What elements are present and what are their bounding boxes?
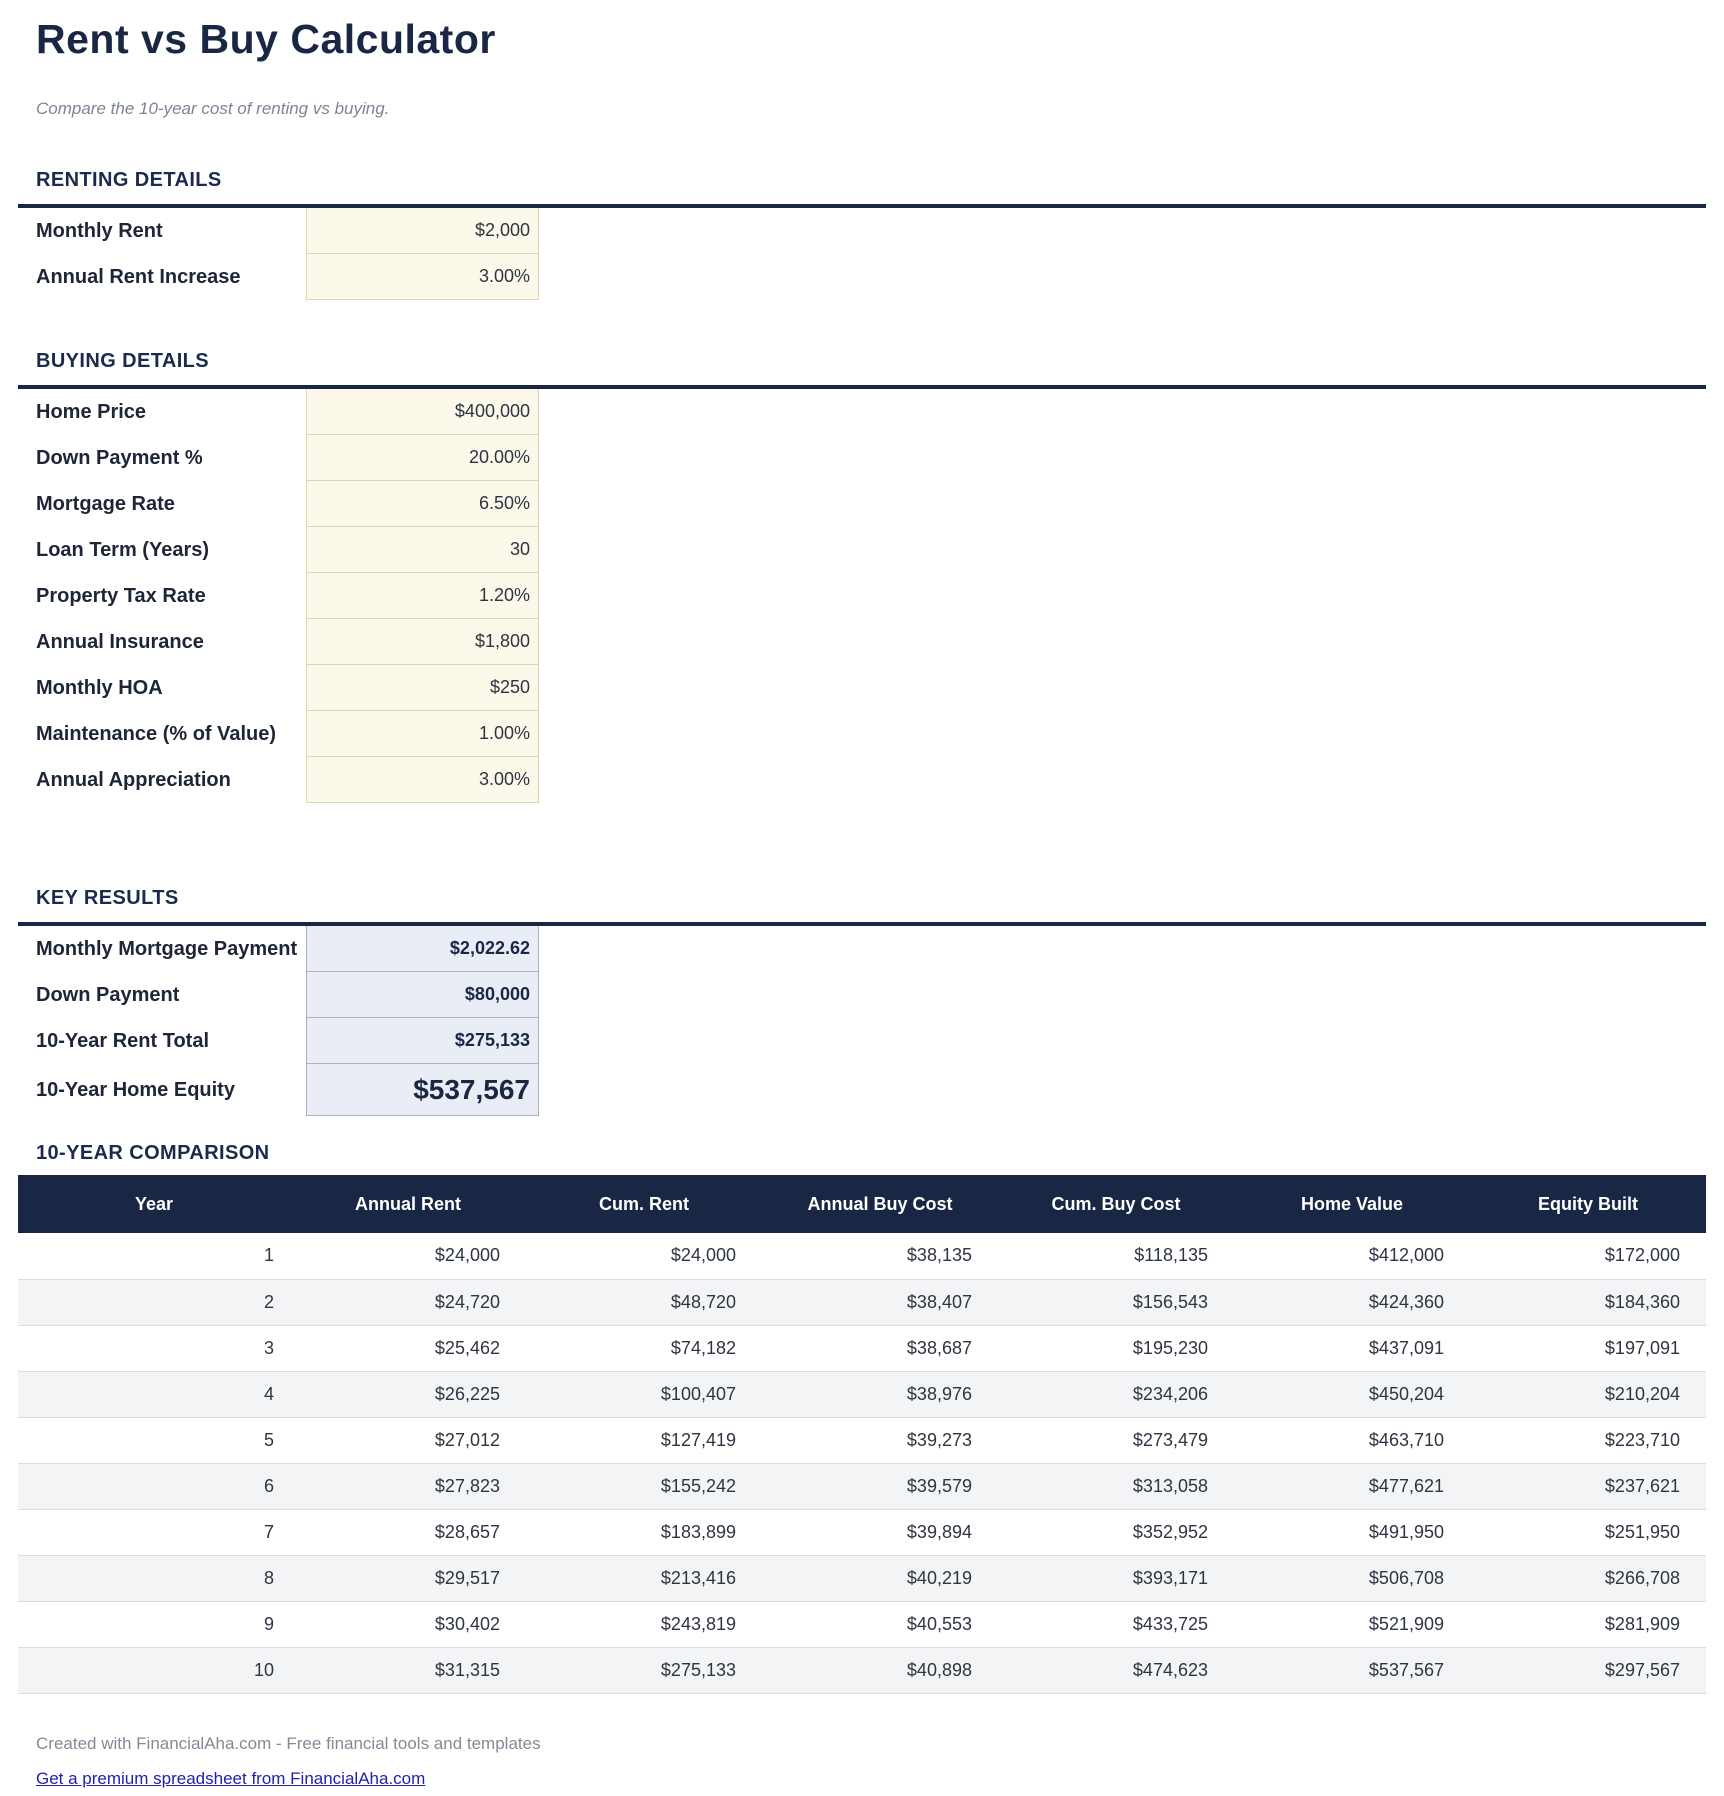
input-cell-annual-insurance[interactable]: $1,800 bbox=[306, 619, 539, 665]
cell-year-3-equity-built: $197,091 bbox=[1470, 1325, 1706, 1371]
cell-year-10-year: 10 bbox=[18, 1647, 290, 1693]
cell-year-8-home-value: $506,708 bbox=[1234, 1555, 1470, 1601]
cell-year-5-cum-buy-cost: $273,479 bbox=[998, 1417, 1234, 1463]
column-header-year: Year bbox=[18, 1175, 290, 1233]
cell-year-9-cum-buy-cost: $433,725 bbox=[998, 1601, 1234, 1647]
footer bbox=[36, 1734, 1706, 1789]
cell-year-9-annual-buy-cost: $40,553 bbox=[762, 1601, 998, 1647]
cell-year-4-year: 4 bbox=[18, 1371, 290, 1417]
input-cell-loan-term-years[interactable]: 30 bbox=[306, 527, 539, 573]
cell-year-3-cum-buy-cost: $195,230 bbox=[998, 1325, 1234, 1371]
section-heading-key-results: KEY RESULTS bbox=[36, 887, 179, 909]
comparison-table-header bbox=[18, 1175, 1706, 1233]
detail-row bbox=[18, 208, 1706, 254]
cell-year-8-cum-buy-cost: $393,171 bbox=[998, 1555, 1234, 1601]
label-monthly-rent: Monthly Rent bbox=[36, 219, 163, 242]
cell-year-8-annual-buy-cost: $40,219 bbox=[762, 1555, 998, 1601]
label-property-tax-rate: Property Tax Rate bbox=[36, 584, 206, 607]
label-10-year-rent-total: 10-Year Rent Total bbox=[36, 1029, 210, 1052]
cell-year-7-annual-buy-cost: $39,894 bbox=[762, 1509, 998, 1555]
cell-year-9-cum-rent: $243,819 bbox=[526, 1601, 762, 1647]
column-header-cum-buy-cost: Cum. Buy Cost bbox=[998, 1175, 1234, 1233]
cell-year-7-cum-rent: $183,899 bbox=[526, 1509, 762, 1555]
result-cell-10-year-home-equity: $537,567 bbox=[306, 1064, 539, 1116]
table-row-year-6 bbox=[18, 1463, 1706, 1509]
cell-year-1-equity-built: $172,000 bbox=[1470, 1233, 1706, 1279]
result-row bbox=[18, 1018, 1706, 1064]
cell-year-9-equity-built: $281,909 bbox=[1470, 1601, 1706, 1647]
cell-year-5-equity-built: $223,710 bbox=[1470, 1417, 1706, 1463]
cell-year-3-annual-buy-cost: $38,687 bbox=[762, 1325, 998, 1371]
cell-year-2-home-value: $424,360 bbox=[1234, 1279, 1470, 1325]
detail-row bbox=[18, 573, 1706, 619]
table-row-year-8 bbox=[18, 1555, 1706, 1601]
input-cell-home-price[interactable]: $400,000 bbox=[306, 389, 539, 435]
table-row-year-9 bbox=[18, 1601, 1706, 1647]
cell-year-10-home-value: $537,567 bbox=[1234, 1647, 1470, 1693]
column-header-home-value: Home Value bbox=[1234, 1175, 1470, 1233]
input-cell-property-tax-rate[interactable]: 1.20% bbox=[306, 573, 539, 619]
label-10-year-home-equity: 10-Year Home Equity bbox=[36, 1078, 235, 1101]
cell-year-7-home-value: $491,950 bbox=[1234, 1509, 1470, 1555]
cell-year-8-annual-rent: $29,517 bbox=[290, 1555, 526, 1601]
cell-year-2-annual-buy-cost: $38,407 bbox=[762, 1279, 998, 1325]
label-monthly-mortgage-payment: Monthly Mortgage Payment bbox=[36, 937, 298, 960]
cell-year-5-home-value: $463,710 bbox=[1234, 1417, 1470, 1463]
cell-year-6-annual-rent: $27,823 bbox=[290, 1463, 526, 1509]
cell-year-3-year: 3 bbox=[18, 1325, 290, 1371]
cell-year-4-annual-buy-cost: $38,976 bbox=[762, 1371, 998, 1417]
label-home-price: Home Price bbox=[36, 400, 147, 423]
section-heading-10-year-comparison: 10-YEAR COMPARISON bbox=[36, 1142, 270, 1164]
cell-year-2-cum-buy-cost: $156,543 bbox=[998, 1279, 1234, 1325]
result-row bbox=[18, 926, 1706, 972]
cell-year-4-home-value: $450,204 bbox=[1234, 1371, 1470, 1417]
table-row-year-5 bbox=[18, 1417, 1706, 1463]
table-row-year-1 bbox=[18, 1233, 1706, 1279]
input-cell-monthly-hoa[interactable]: $250 bbox=[306, 665, 539, 711]
cell-year-9-home-value: $521,909 bbox=[1234, 1601, 1470, 1647]
premium-spreadsheet-link[interactable]: Get a premium spreadsheet from FinancialAha.com bbox=[36, 1768, 426, 1788]
cell-year-5-cum-rent: $127,419 bbox=[526, 1417, 762, 1463]
result-row bbox=[18, 972, 1706, 1018]
section-heading-renting-details: RENTING DETAILS bbox=[36, 169, 222, 191]
page-subtitle: Compare the 10-year cost of renting vs buying. bbox=[36, 99, 390, 118]
footer-credit-text: Created with FinancialAha.com - Free financial tools and templates bbox=[36, 1733, 541, 1753]
label-monthly-hoa: Monthly HOA bbox=[36, 676, 163, 699]
cell-year-10-annual-buy-cost: $40,898 bbox=[762, 1647, 998, 1693]
input-cell-down-payment[interactable]: 20.00% bbox=[306, 435, 539, 481]
detail-row bbox=[18, 435, 1706, 481]
cell-year-1-cum-buy-cost: $118,135 bbox=[998, 1233, 1234, 1279]
cell-year-8-equity-built: $266,708 bbox=[1470, 1555, 1706, 1601]
cell-year-8-year: 8 bbox=[18, 1555, 290, 1601]
detail-row bbox=[18, 665, 1706, 711]
key-results-grid bbox=[18, 922, 1706, 1116]
table-row-year-3 bbox=[18, 1325, 1706, 1371]
table-row-year-4 bbox=[18, 1371, 1706, 1417]
cell-year-6-equity-built: $237,621 bbox=[1470, 1463, 1706, 1509]
cell-year-3-cum-rent: $74,182 bbox=[526, 1325, 762, 1371]
input-cell-annual-rent-increase[interactable]: 3.00% bbox=[306, 254, 539, 300]
cell-year-4-cum-rent: $100,407 bbox=[526, 1371, 762, 1417]
cell-year-1-annual-buy-cost: $38,135 bbox=[762, 1233, 998, 1279]
cell-year-6-home-value: $477,621 bbox=[1234, 1463, 1470, 1509]
cell-year-1-cum-rent: $24,000 bbox=[526, 1233, 762, 1279]
detail-row bbox=[18, 757, 1706, 803]
cell-year-3-home-value: $437,091 bbox=[1234, 1325, 1470, 1371]
label-annual-rent-increase: Annual Rent Increase bbox=[36, 265, 241, 288]
cell-year-10-annual-rent: $31,315 bbox=[290, 1647, 526, 1693]
cell-year-10-equity-built: $297,567 bbox=[1470, 1647, 1706, 1693]
cell-year-10-cum-rent: $275,133 bbox=[526, 1647, 762, 1693]
result-cell-monthly-mortgage-payment: $2,022.62 bbox=[306, 926, 539, 972]
cell-year-2-equity-built: $184,360 bbox=[1470, 1279, 1706, 1325]
cell-year-6-year: 6 bbox=[18, 1463, 290, 1509]
cell-year-2-annual-rent: $24,720 bbox=[290, 1279, 526, 1325]
input-cell-annual-appreciation[interactable]: 3.00% bbox=[306, 757, 539, 803]
cell-year-4-cum-buy-cost: $234,206 bbox=[998, 1371, 1234, 1417]
cell-year-10-cum-buy-cost: $474,623 bbox=[998, 1647, 1234, 1693]
label-annual-appreciation: Annual Appreciation bbox=[36, 768, 231, 791]
detail-row bbox=[18, 389, 1706, 435]
label-maintenance-of-value: Maintenance (% of Value) bbox=[36, 722, 277, 745]
cell-year-4-annual-rent: $26,225 bbox=[290, 1371, 526, 1417]
detail-row bbox=[18, 619, 1706, 665]
renting-details-grid bbox=[18, 204, 1706, 300]
cell-year-2-year: 2 bbox=[18, 1279, 290, 1325]
detail-row bbox=[18, 527, 1706, 573]
cell-year-8-cum-rent: $213,416 bbox=[526, 1555, 762, 1601]
column-header-annual-rent: Annual Rent bbox=[290, 1175, 526, 1233]
cell-year-7-year: 7 bbox=[18, 1509, 290, 1555]
page-title: Rent vs Buy Calculator bbox=[36, 16, 496, 62]
label-mortgage-rate: Mortgage Rate bbox=[36, 492, 175, 515]
cell-year-6-cum-buy-cost: $313,058 bbox=[998, 1463, 1234, 1509]
cell-year-5-annual-buy-cost: $39,273 bbox=[762, 1417, 998, 1463]
cell-year-9-year: 9 bbox=[18, 1601, 290, 1647]
cell-year-5-year: 5 bbox=[18, 1417, 290, 1463]
detail-row bbox=[18, 254, 1706, 300]
column-header-cum-rent: Cum. Rent bbox=[526, 1175, 762, 1233]
label-down-payment: Down Payment bbox=[36, 983, 180, 1006]
column-header-annual-buy-cost: Annual Buy Cost bbox=[762, 1175, 998, 1233]
cell-year-4-equity-built: $210,204 bbox=[1470, 1371, 1706, 1417]
buying-details-grid bbox=[18, 385, 1706, 803]
label-down-payment: Down Payment % bbox=[36, 446, 203, 469]
input-cell-maintenance-of-value[interactable]: 1.00% bbox=[306, 711, 539, 757]
column-header-equity-built: Equity Built bbox=[1470, 1175, 1706, 1233]
result-cell-down-payment: $80,000 bbox=[306, 972, 539, 1018]
cell-year-7-annual-rent: $28,657 bbox=[290, 1509, 526, 1555]
table-row-year-2 bbox=[18, 1279, 1706, 1325]
cell-year-3-annual-rent: $25,462 bbox=[290, 1325, 526, 1371]
cell-year-1-annual-rent: $24,000 bbox=[290, 1233, 526, 1279]
cell-year-7-equity-built: $251,950 bbox=[1470, 1509, 1706, 1555]
cell-year-5-annual-rent: $27,012 bbox=[290, 1417, 526, 1463]
cell-year-6-cum-rent: $155,242 bbox=[526, 1463, 762, 1509]
comparison-table bbox=[18, 1175, 1706, 1694]
label-annual-insurance: Annual Insurance bbox=[36, 630, 204, 653]
cell-year-7-cum-buy-cost: $352,952 bbox=[998, 1509, 1234, 1555]
cell-year-6-annual-buy-cost: $39,579 bbox=[762, 1463, 998, 1509]
cell-year-9-annual-rent: $30,402 bbox=[290, 1601, 526, 1647]
table-row-year-7 bbox=[18, 1509, 1706, 1555]
label-loan-term-years: Loan Term (Years) bbox=[36, 538, 210, 561]
table-row-year-10 bbox=[18, 1647, 1706, 1693]
section-heading-buying-details: BUYING DETAILS bbox=[36, 350, 210, 372]
result-row bbox=[18, 1064, 1706, 1116]
result-cell-10-year-rent-total: $275,133 bbox=[306, 1018, 539, 1064]
cell-year-1-year: 1 bbox=[18, 1233, 290, 1279]
input-cell-monthly-rent[interactable]: $2,000 bbox=[306, 208, 539, 254]
cell-year-2-cum-rent: $48,720 bbox=[526, 1279, 762, 1325]
input-cell-mortgage-rate[interactable]: 6.50% bbox=[306, 481, 539, 527]
detail-row bbox=[18, 711, 1706, 757]
cell-year-1-home-value: $412,000 bbox=[1234, 1233, 1470, 1279]
detail-row bbox=[18, 481, 1706, 527]
